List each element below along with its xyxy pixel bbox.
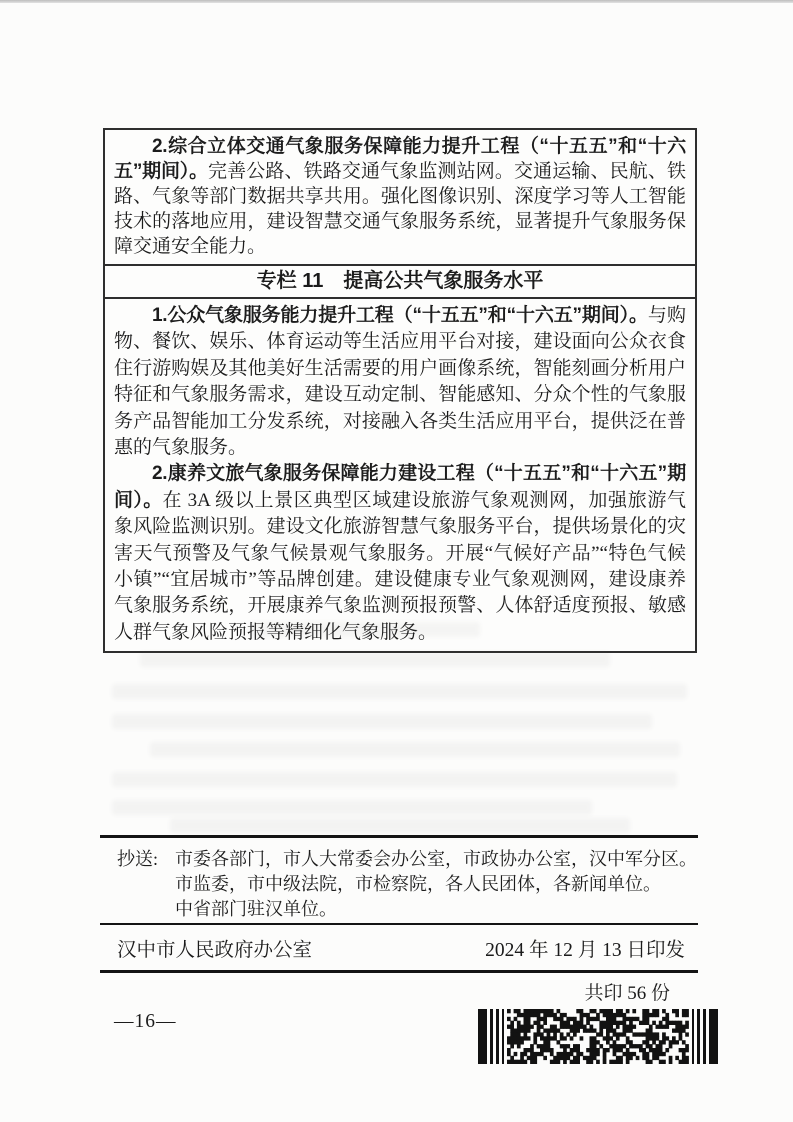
paragraph-body-text: 完善公路、铁路交通气象监测站网。交通运输、民航、铁路、气象等部门数据共享共用。强化图像识别、深度学习等人工智能技术的落地应用，建设智慧交通气象服务系统，显著提升气象服务保障交通安全能力。: [114, 161, 686, 257]
column-11-header: 专栏 11 提高公共气象服务水平: [105, 264, 695, 299]
footer-top-rule: [100, 835, 698, 838]
paragraph-wellness-tourism-weather: [114, 461, 686, 646]
print-barcode: [478, 1009, 718, 1064]
cc-block: [117, 847, 697, 922]
column-11-body-section: [105, 299, 695, 651]
special-column-box: [103, 128, 697, 653]
paragraph-transport-weather: [114, 134, 686, 259]
cc-line: 市监委，市中级法院，市检察院，各人民团体，各新闻单位。: [175, 874, 661, 894]
bleed-through-line: [150, 742, 680, 757]
page-number: —16—: [114, 1011, 177, 1032]
copies-printed-note: 共印 56 份: [584, 983, 670, 1004]
paragraph-lead-bold: 1.公众气象服务能力提升工程（“十五五”和“十六五”期间）。: [152, 305, 648, 326]
paragraph-lead-bold: 2.综合立体交通气象服务保障能力提升工程（“十五五”和“十六五”期间）。: [114, 136, 686, 182]
footer-bottom-rule: [100, 970, 698, 973]
bleed-through-line: [140, 652, 610, 667]
paragraph-public-weather-service: [114, 303, 686, 461]
bleed-through-line: [112, 684, 687, 699]
cc-line: 中省部门驻汉单位。: [175, 899, 337, 919]
paragraph-lead-bold: 2.康养文旅气象服务保障能力建设工程（“十五五”和“十六五”期间）。: [114, 463, 686, 511]
scan-edge-artifact: [0, 0, 793, 3]
bleed-through-line: [112, 772, 677, 787]
footer-middle-rule: [100, 923, 698, 925]
pdf417-barcode-graphic: [478, 1009, 718, 1064]
bleed-through-line: [170, 818, 630, 833]
bleed-through-line: [112, 800, 592, 815]
paragraph-body-text: 在 3A 级以上景区典型区域建设旅游气象观测网，加强旅游气象风险监测识别。建设文化旅游智慧气象服务平台，提供场景化的灾害天气预警及气象气候景观气象服务。开展“气候好产品”“特色气候小镇”“宜居城市”等品牌创建。建设健康专业气象观测网，建设康养气象服务系统，开展康养气象监测预报预警、人体舒适度预报、敏感人群气象风险预报等精细化气象服务。: [114, 489, 686, 643]
issuing-office: 汉中市人民政府办公室: [117, 940, 313, 961]
cc-line: 市委各部门，市人大常委会办公室，市政协办公室，汉中军分区。: [175, 849, 697, 869]
paragraph-body-text: 与购物、餐饮、娱乐、体育运动等生活应用平台对接，建设面向公众衣食住行游购娱及其他美好生活需要的用户画像系统，智能刻画分析用户特征和气象服务需求，建设互动定制、智能感知、分众个性的气象服务产品智能加工分发系统，对接融入各类生活应用平台，提供泛在普惠的气象服务。: [114, 305, 686, 459]
bleed-through-line: [112, 714, 652, 729]
column-continuation-section: [105, 130, 695, 264]
issue-row: [103, 938, 697, 964]
cc-label: 抄送:: [117, 849, 159, 869]
cc-recipient-lines: [175, 847, 697, 922]
print-date: 2024 年 12 月 13 日印发: [485, 940, 685, 961]
